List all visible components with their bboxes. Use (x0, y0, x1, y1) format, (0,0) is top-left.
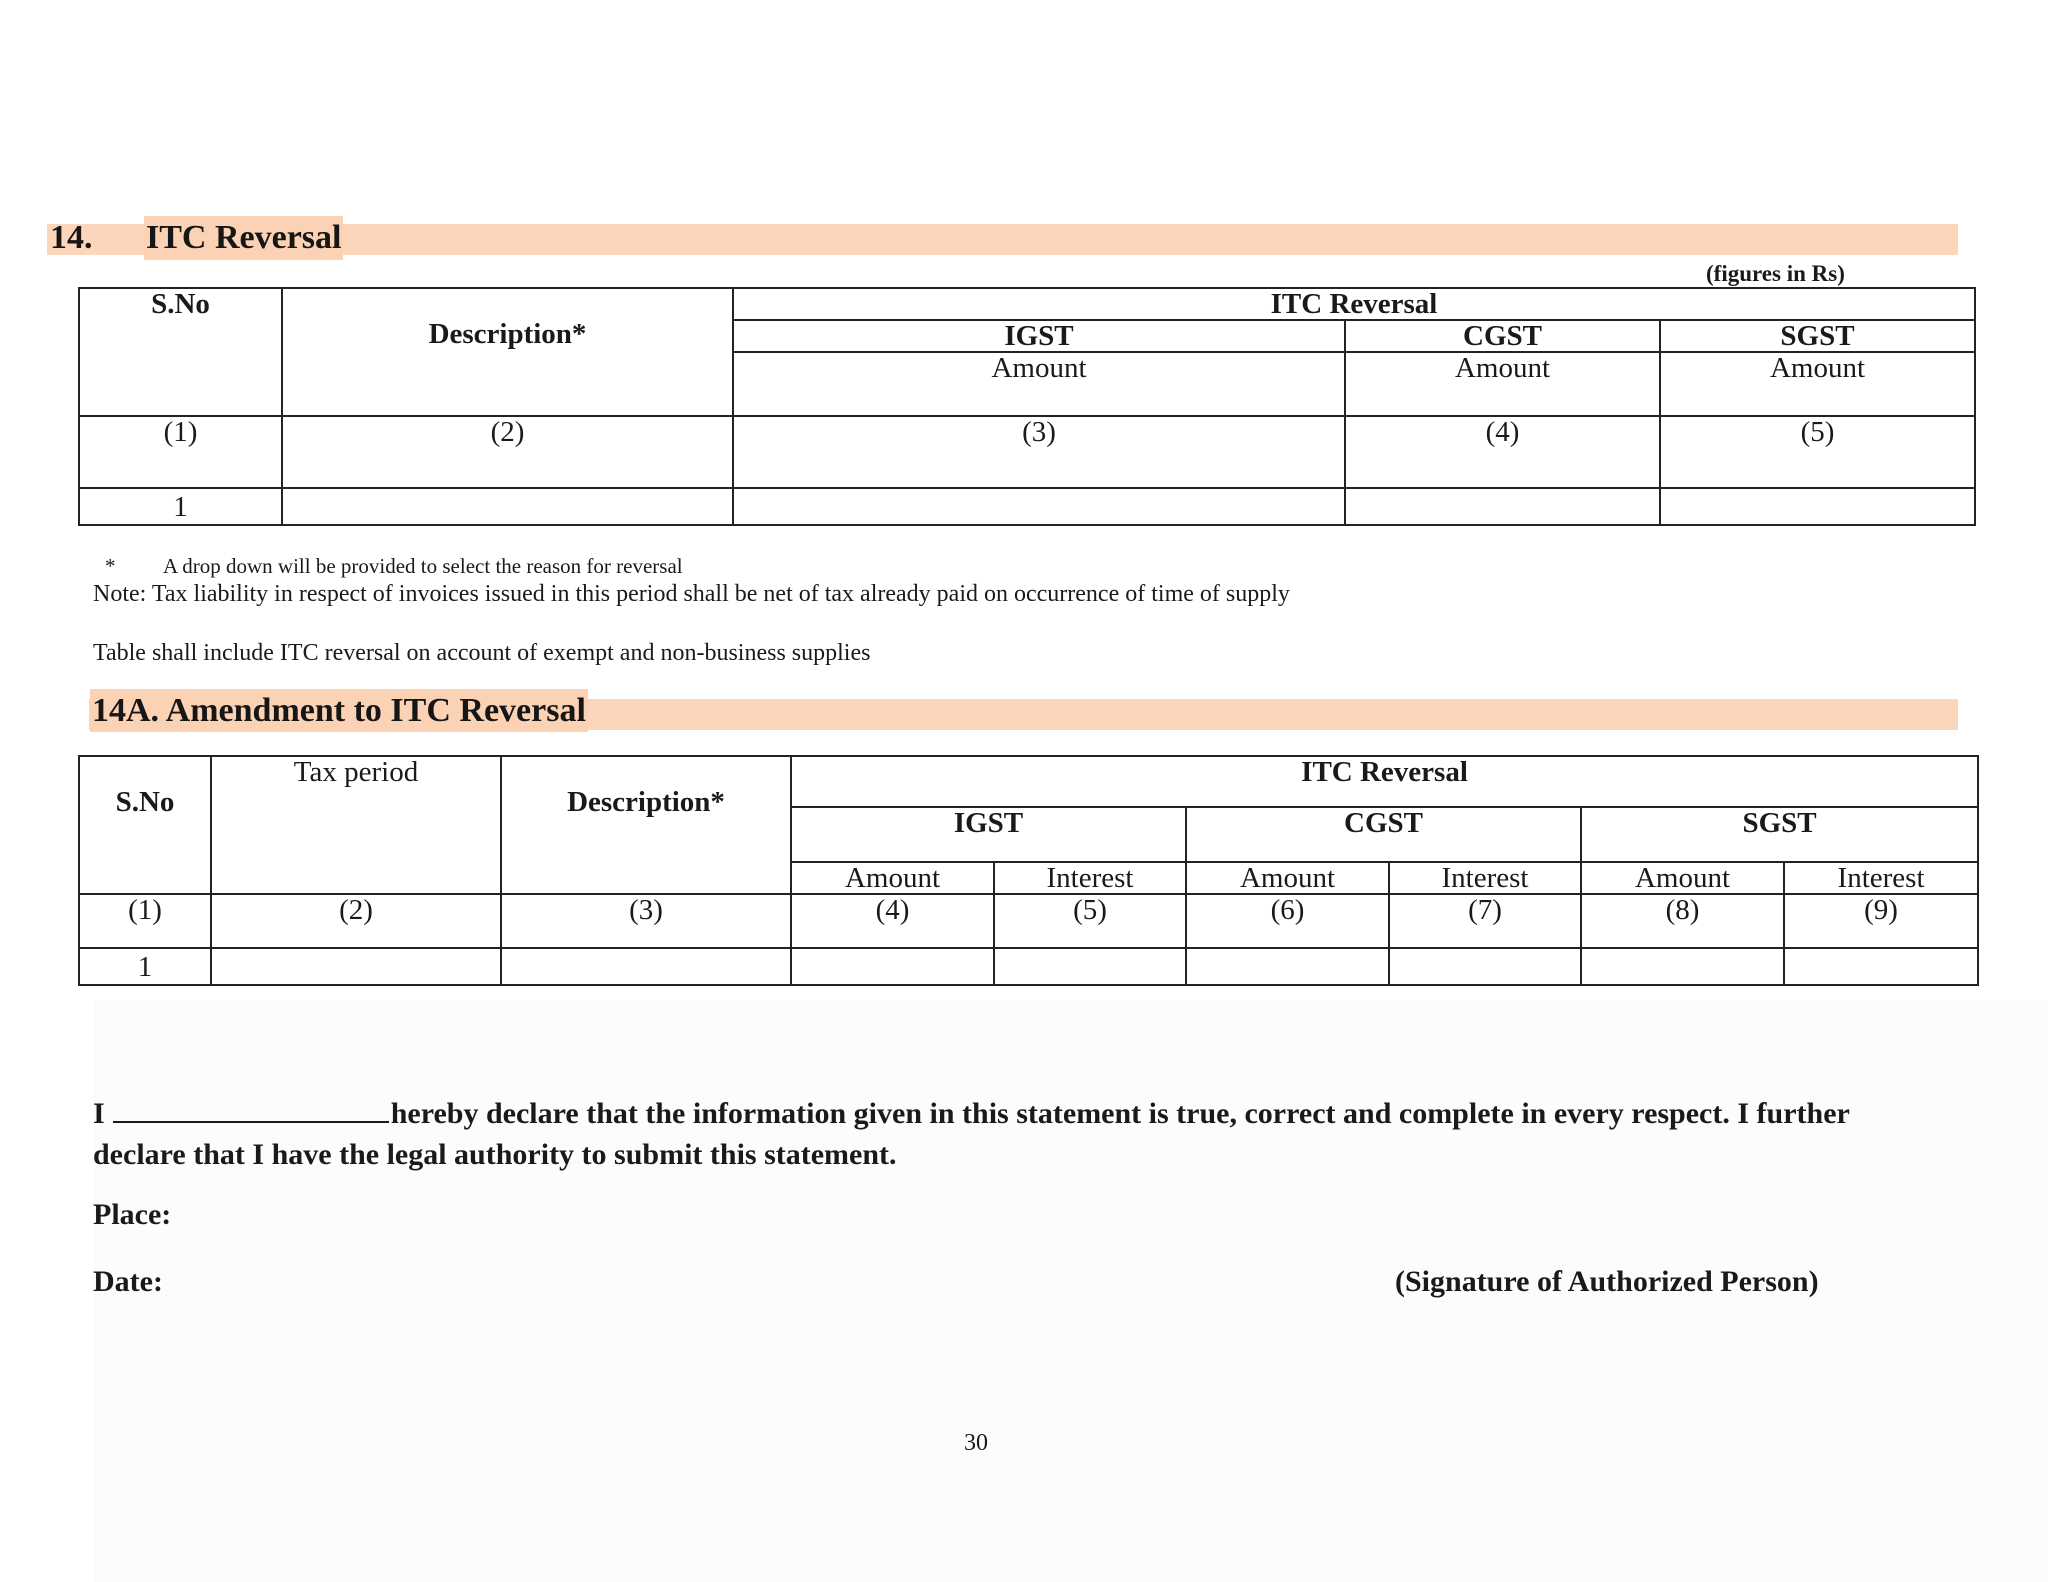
header-cgst-amount: Amount (1186, 862, 1389, 894)
row-sgst-interest-cell[interactable] (1784, 948, 1978, 985)
column-number-4: (4) (1345, 416, 1660, 488)
row-igst-amount-cell[interactable] (791, 948, 994, 985)
row-igst-amount-cell[interactable] (733, 488, 1345, 525)
row-description-cell[interactable] (501, 948, 791, 985)
column-number-2: (2) (211, 894, 501, 948)
column-number-3: (3) (733, 416, 1345, 488)
header-cgst-amount: Amount (1345, 352, 1660, 416)
section-14a-title: 14A. Amendment to ITC Reversal (90, 689, 588, 732)
header-sgst: SGST (1581, 807, 1978, 862)
header-description: Description* (501, 756, 791, 894)
declaration-prefix: I (93, 1097, 105, 1130)
header-tax-period: Tax period (211, 756, 501, 894)
column-number-7: (7) (1389, 894, 1581, 948)
header-igst: IGST (791, 807, 1186, 862)
header-sgst-amount: Amount (1660, 352, 1975, 416)
signature-label: (Signature of Authorized Person) (1395, 1265, 1819, 1298)
row-description-cell[interactable] (282, 488, 733, 525)
column-number-1: (1) (79, 416, 282, 488)
header-itc-reversal: ITC Reversal (733, 288, 1975, 320)
section-14-title: ITC Reversal (144, 216, 343, 260)
header-igst-amount: Amount (733, 352, 1345, 416)
row-cgst-amount-cell[interactable] (1186, 948, 1389, 985)
header-igst-amount: Amount (791, 862, 994, 894)
column-number-8: (8) (1581, 894, 1784, 948)
row-sgst-amount-cell[interactable] (1660, 488, 1975, 525)
note-tax-liability: Note: Tax liability in respect of invoices issued in this period shall be net of tax already paid on occurrence of time of supply (93, 581, 1290, 607)
row-igst-interest-cell[interactable] (994, 948, 1186, 985)
footnote-text: A drop down will be provided to select the reason for reversal (163, 554, 683, 578)
row-tax-period-cell[interactable] (211, 948, 501, 985)
header-description: Description* (282, 288, 733, 416)
header-igst-interest: Interest (994, 862, 1186, 894)
itc-reversal-table (78, 287, 1976, 526)
declaration-text: hereby declare that the information given in this statement is true, correct and complete in every respect. I further declare that I have the legal authority to submit this statement. (93, 1097, 1850, 1171)
column-number-4: (4) (791, 894, 994, 948)
row-cgst-interest-cell[interactable] (1389, 948, 1581, 985)
header-itc-reversal: ITC Reversal (791, 756, 1978, 807)
header-cgst-interest: Interest (1389, 862, 1581, 894)
place-label: Place: (93, 1198, 172, 1231)
column-number-3: (3) (501, 894, 791, 948)
note-table-scope: Table shall include ITC reversal on account of exempt and non-business supplies (93, 640, 871, 666)
column-number-5: (5) (994, 894, 1186, 948)
header-cgst: CGST (1345, 320, 1660, 352)
declarant-name-blank[interactable] (113, 1091, 389, 1123)
column-number-1: (1) (79, 894, 211, 948)
header-sgst-amount: Amount (1581, 862, 1784, 894)
row-cgst-amount-cell[interactable] (1345, 488, 1660, 525)
page-number: 30 (964, 1430, 988, 1456)
table-row (79, 948, 1978, 985)
row-sgst-amount-cell[interactable] (1581, 948, 1784, 985)
row-sno: 1 (79, 948, 211, 985)
column-number-5: (5) (1660, 416, 1975, 488)
header-sgst-interest: Interest (1784, 862, 1978, 894)
section-14a-heading (90, 693, 588, 729)
section-14-number: 14. (50, 219, 93, 256)
date-label: Date: (93, 1265, 163, 1298)
footnote-marker: * (105, 554, 116, 578)
table-row (79, 488, 1975, 525)
figures-unit-note: (figures in Rs) (1706, 261, 1845, 286)
header-sno: S.No (79, 288, 282, 416)
section-14-heading (50, 219, 342, 256)
column-number-9: (9) (1784, 894, 1978, 948)
row-sno: 1 (79, 488, 282, 525)
header-igst: IGST (733, 320, 1345, 352)
column-number-2: (2) (282, 416, 733, 488)
header-sgst: SGST (1660, 320, 1975, 352)
header-cgst: CGST (1186, 807, 1581, 862)
amendment-itc-reversal-table (78, 755, 1979, 986)
column-number-6: (6) (1186, 894, 1389, 948)
header-sno: S.No (79, 756, 211, 894)
declaration-statement (93, 1091, 1893, 1175)
